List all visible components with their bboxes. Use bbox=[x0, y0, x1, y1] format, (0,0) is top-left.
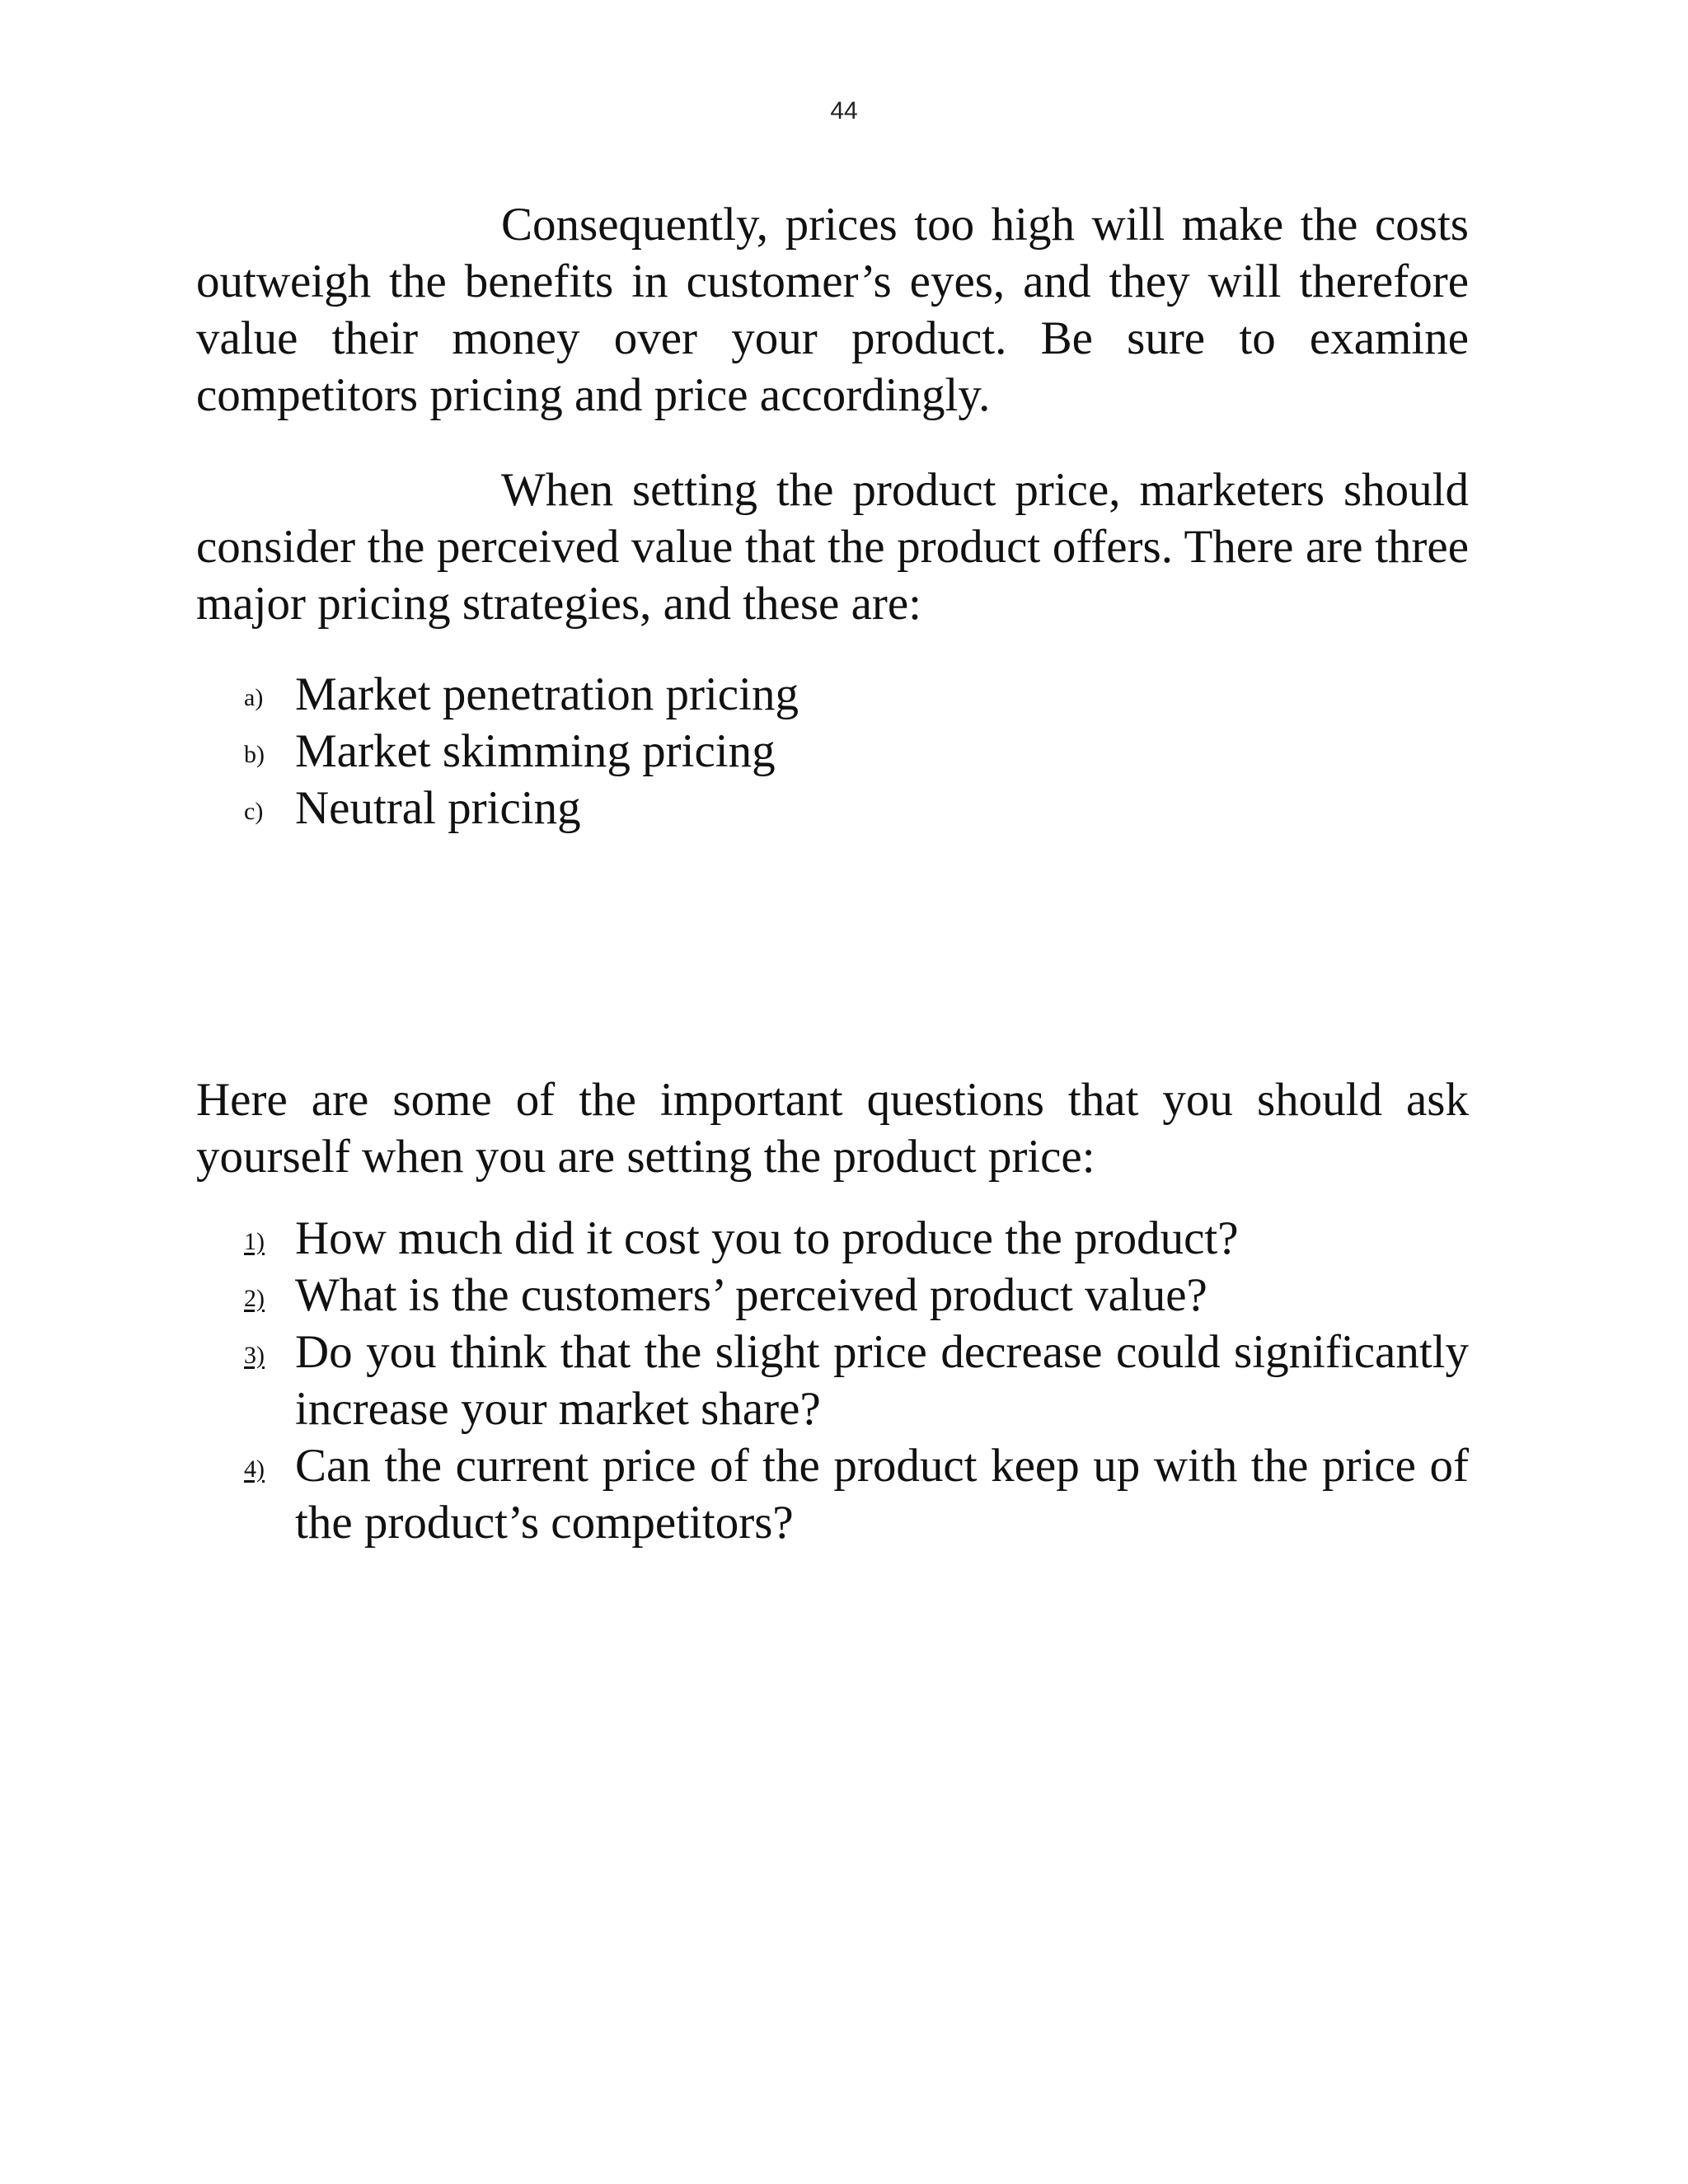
page-number: 44 bbox=[830, 97, 858, 124]
pricing-strategies-list bbox=[196, 666, 1469, 837]
list-marker: 1) bbox=[244, 1228, 265, 1255]
list-item-text: Neutral pricing bbox=[295, 782, 581, 834]
pricing-questions-list bbox=[196, 1210, 1469, 1551]
list-marker: 2) bbox=[244, 1285, 265, 1312]
list-item bbox=[196, 723, 1469, 780]
paragraph-perceived-value: When setting the product price, marketers should consider the perceived value that the product offers. There are three major pricing strategies, and these are: bbox=[196, 464, 1469, 630]
list-item-text: Do you think that the slight price decrease could significantly increase your market share? bbox=[295, 1326, 1469, 1435]
list-marker: c) bbox=[244, 798, 264, 825]
list-item bbox=[196, 1324, 1469, 1437]
list-item bbox=[196, 1437, 1469, 1551]
list-item bbox=[196, 1210, 1469, 1267]
list-marker: a) bbox=[244, 684, 264, 711]
list-item bbox=[196, 666, 1469, 723]
list-item-text: Market penetration pricing bbox=[295, 668, 799, 720]
list-marker: b) bbox=[244, 741, 265, 768]
list-item-text: Can the current price of the product keep up with the price of the product’s competitors? bbox=[295, 1440, 1469, 1549]
list-marker: 3) bbox=[244, 1342, 265, 1369]
list-item-text: What is the customers’ perceived product value? bbox=[295, 1269, 1207, 1321]
paragraph-pricing-consequences: Consequently, prices too high will make the costs outweigh the benefits in customer’s eyes, and they will therefore value their money over your product. Be sure to examine competitors pricing and price accordingly. bbox=[196, 199, 1469, 421]
list-item-text: Market skimming pricing bbox=[295, 725, 776, 777]
list-item bbox=[196, 780, 1469, 837]
paragraph-important-questions: Here are some of the important questions that you should ask yourself when you are setting the product price: bbox=[196, 1074, 1469, 1183]
list-marker: 4) bbox=[244, 1455, 265, 1483]
list-item bbox=[196, 1267, 1469, 1324]
list-item-text: How much did it cost you to produce the product? bbox=[295, 1212, 1239, 1264]
